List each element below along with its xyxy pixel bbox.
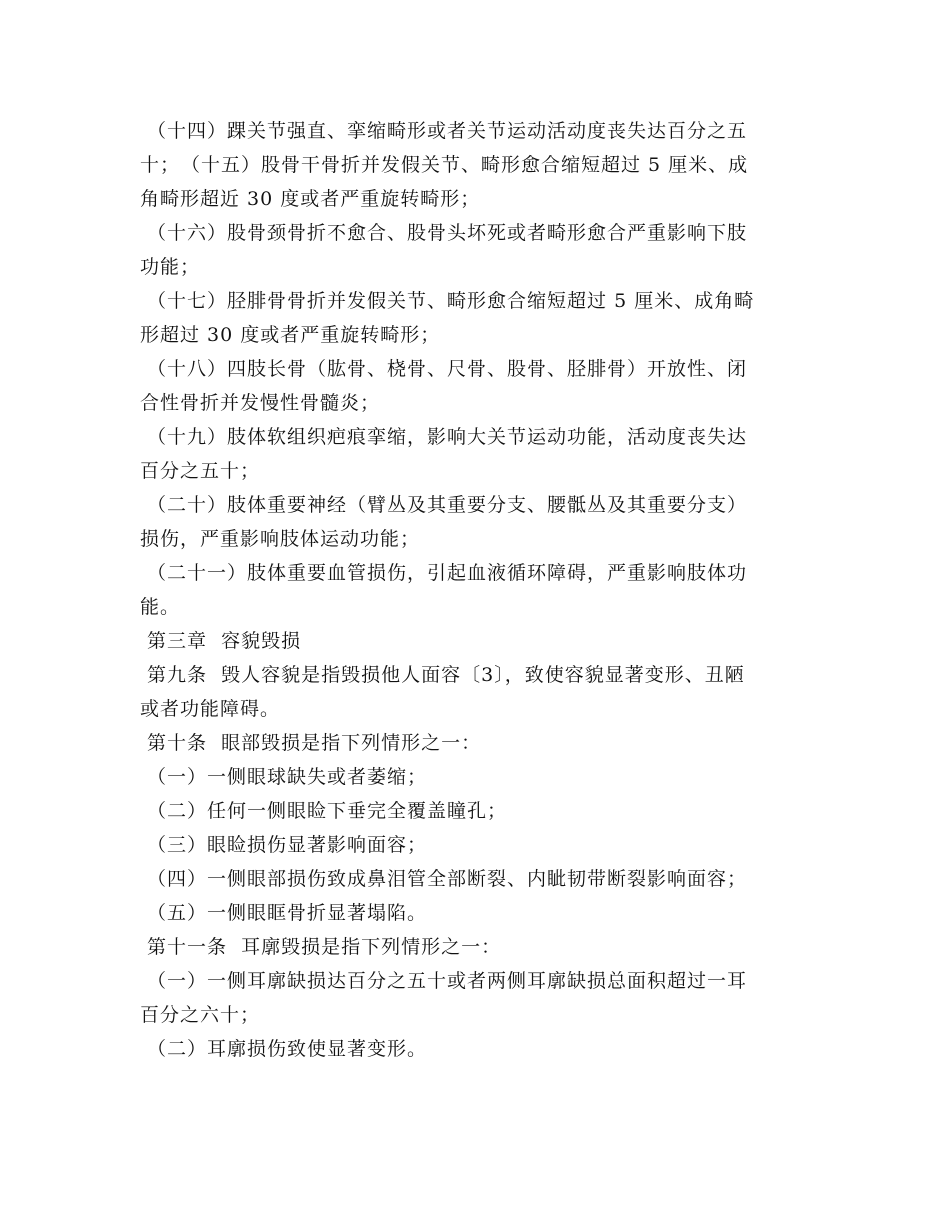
text-line: 百分之五十；: [140, 460, 261, 482]
text-line: 十； （十五）股骨干骨折并发假关节、畸形愈合缩短超过 5 厘米、成: [140, 154, 749, 176]
text-line: （二十）肢体重要神经（臂丛及其重要分支、腰骶丛及其重要分支）: [140, 494, 748, 516]
text-line: （十七）胫腓骨骨折并发假关节、畸形愈合缩短超过 5 厘米、成角畸: [140, 290, 755, 312]
text-line: （十九）肢体软组织疤痕挛缩，影响大关节运动功能，活动度丧失达: [140, 426, 748, 448]
text-line: 能。: [140, 596, 181, 618]
text-line: （十八）四肢长骨（肱骨、桡骨、尺骨、股骨、胫腓骨）开放性、闭: [140, 358, 748, 380]
text-line: （二）耳廓损伤致使显著变形。: [140, 1038, 428, 1060]
article-line: 第十一条 耳廓毁损是指下列情形之一：: [140, 936, 502, 958]
article-line: 第九条 毁人容貌是指毁损他人面容〔3〕，致使容貌显著变形、丑陋: [140, 664, 745, 686]
text-line: 功能；: [140, 256, 201, 278]
text-line: 合性骨折并发慢性骨髓炎；: [140, 392, 381, 414]
text-line: 损伤，严重影响肢体运动功能；: [140, 528, 421, 550]
text-line: 角畸形超近 30 度或者严重旋转畸形；: [140, 188, 481, 210]
article-line: 第十条 眼部毁损是指下列情形之一：: [140, 732, 482, 754]
text-line: （五）一侧眼眶骨折显著塌陷。: [140, 902, 428, 924]
document-body: [140, 114, 820, 1066]
text-line: （一）一侧耳廓缺损达百分之五十或者两侧耳廓缺损总面积超过一耳: [140, 970, 748, 992]
chapter-heading: 第三章 容貌毁损: [140, 630, 302, 652]
text-line: （四）一侧眼部损伤致成鼻泪管全部断裂、内眦韧带断裂影响面容；: [140, 868, 748, 890]
text-line: （二）任何一侧眼睑下垂完全覆盖瞳孔；: [140, 800, 508, 822]
text-line: （二十一）肢体重要血管损伤，引起血液循环障碍，严重影响肢体功: [140, 562, 748, 584]
text-line: （一）一侧眼球缺失或者萎缩；: [140, 766, 428, 788]
text-line: （十四）踝关节强直、挛缩畸形或者关节运动活动度丧失达百分之五: [140, 120, 748, 142]
text-line: （三）眼睑损伤显著影响面容；: [140, 834, 428, 856]
text-line: 或者功能障碍。: [140, 698, 281, 720]
text-line: 形超过 30 度或者严重旋转畸形；: [140, 324, 441, 346]
text-line: （十六）股骨颈骨折不愈合、股骨头坏死或者畸形愈合严重影响下肢: [140, 222, 748, 244]
text-line: 百分之六十；: [140, 1004, 261, 1026]
